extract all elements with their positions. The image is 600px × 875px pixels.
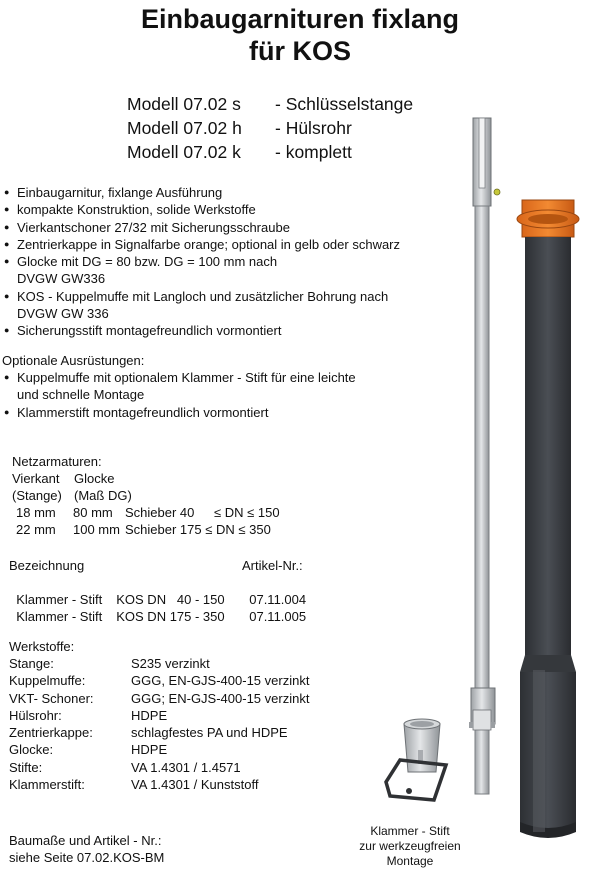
material-value: VA 1.4301 / Kunststoff	[131, 777, 259, 793]
footer-line: Baumaße und Artikel - Nr.:	[9, 833, 162, 848]
article-row	[9, 591, 306, 626]
model-desc: - Hülsrohr	[275, 118, 352, 138]
netz-cell: Schieber 175 ≤ DN ≤ 350	[125, 522, 271, 537]
material-value: schlagfestes PA und HDPE	[131, 725, 288, 741]
caption-line: Montage	[386, 854, 434, 868]
optional-heading: Optionale Ausrüstungen:	[2, 353, 145, 368]
material-label: VKT- Schoner:	[9, 690, 94, 706]
netz-header-cell: Vierkant	[12, 471, 60, 486]
page-title: Einbaugarnituren fixlang	[140, 4, 460, 34]
netz-row	[16, 504, 280, 521]
article-name: Klammer - Stift	[16, 592, 103, 608]
netz-cell: 100 mm	[73, 522, 120, 537]
optional-list	[4, 369, 356, 421]
caption-line: Klammer - Stift	[370, 824, 450, 838]
feature-item-continued: DVGW GW336	[17, 271, 106, 287]
netz-header-cell: (Stange)	[12, 488, 62, 503]
netz-header-row	[12, 487, 132, 504]
model-line-k	[127, 141, 352, 163]
material-value: HDPE	[131, 742, 168, 758]
article-number: 07.11.004	[249, 592, 307, 608]
model-line-h	[127, 117, 352, 139]
model-code: Modell 07.02 s	[127, 94, 241, 114]
page-subtitle: für KOS	[248, 36, 351, 66]
article-number: 07.11.005	[249, 609, 307, 625]
material-row	[9, 690, 309, 707]
material-row	[9, 655, 309, 672]
feature-item-continued: DVGW GW 336	[17, 306, 109, 322]
optional-item: ● Klammerstift montagefreundlich vormontiert	[4, 404, 356, 421]
clamp-pin-caption	[345, 824, 475, 869]
product-illustration	[360, 110, 600, 870]
material-label: Hülsrohr:	[9, 707, 62, 723]
netz-cell: 80 mm	[73, 505, 113, 520]
feature-item: ● Vierkantschoner 27/32 mit Sicherungsschraube	[4, 219, 400, 236]
material-row	[9, 741, 309, 758]
feature-item: ● Sicherungsstift montagefreundlich vormontiert	[4, 322, 400, 339]
material-row	[9, 776, 309, 793]
optional-item: ● Kuppelmuffe mit optionalem Klammer - Stift für eine leichte	[4, 369, 356, 386]
material-row	[9, 672, 309, 689]
material-label: Glocke:	[9, 742, 54, 758]
model-code: Modell 07.02 h	[127, 118, 242, 138]
material-row	[9, 724, 309, 741]
caption-line: zur werkzeugfreien	[359, 839, 461, 853]
material-value: S235 verzinkt	[131, 656, 210, 671]
feature-item: ● Glocke mit DG = 80 bzw. DG = 100 mm nach	[4, 253, 400, 270]
footer-line: siehe Seite 07.02.KOS-BM	[9, 850, 165, 865]
material-label: Kuppelmuffe:	[9, 673, 86, 689]
article-name: Klammer - Stift	[16, 609, 103, 625]
materials-table	[9, 655, 309, 793]
material-row	[9, 707, 309, 724]
material-label: Stifte:	[9, 759, 43, 775]
material-value: HDPE	[131, 707, 168, 723]
material-label: Klammerstift:	[9, 777, 85, 793]
feature-item: ● kompakte Konstruktion, solide Werkstoffe	[4, 201, 400, 218]
sleeve-tube	[517, 200, 579, 838]
netz-header-cell: Glocke	[74, 471, 115, 486]
model-code: Modell 07.02 k	[127, 142, 241, 162]
material-row	[9, 759, 309, 776]
clamp-pin-illustration	[386, 719, 446, 800]
netz-cell: 18 mm	[16, 505, 56, 520]
netz-heading: Netzarmaturen:	[12, 454, 102, 469]
article-size: KOS DN 175 - 350	[116, 609, 225, 625]
netz-row	[16, 521, 271, 538]
feature-item: ● KOS - Kuppelmuffe mit Langloch und zusätzlicher Bohrung nach	[4, 288, 400, 305]
netz-cell: Schieber 40	[125, 505, 195, 520]
model-desc: - Schlüsselstange	[275, 94, 414, 114]
key-rod	[469, 118, 500, 794]
feature-list	[4, 184, 400, 340]
material-value: GGG; EN-GJS-400-15 verzinkt	[131, 690, 310, 706]
netz-header-row	[12, 470, 114, 487]
netz-cell: 22 mm	[16, 522, 56, 537]
articles-col-name: Bezeichnung	[9, 558, 85, 573]
articles-col-number: Artikel-Nr.:	[242, 558, 303, 573]
material-value: GGG, EN-GJS-400-15 verzinkt	[131, 673, 310, 689]
netz-cell: ≤ DN ≤ 150	[214, 505, 280, 520]
articles-header	[9, 557, 303, 574]
article-size: KOS DN 40 - 150	[116, 592, 225, 608]
optional-item-continued: und schnelle Montage	[17, 387, 145, 403]
feature-item: ● Zentrierkappe in Signalfarbe orange; optional in gelb oder schwarz	[4, 236, 400, 253]
material-value: VA 1.4301 / 1.4571	[131, 759, 241, 775]
material-label: Stange:	[9, 656, 54, 671]
materials-heading: Werkstoffe:	[9, 639, 75, 654]
model-desc: - komplett	[275, 142, 352, 162]
material-label: Zentrierkappe:	[9, 725, 93, 741]
feature-item: ● Einbaugarnitur, fixlange Ausführung	[4, 184, 400, 201]
netz-header-cell: (Maß DG)	[74, 488, 132, 503]
